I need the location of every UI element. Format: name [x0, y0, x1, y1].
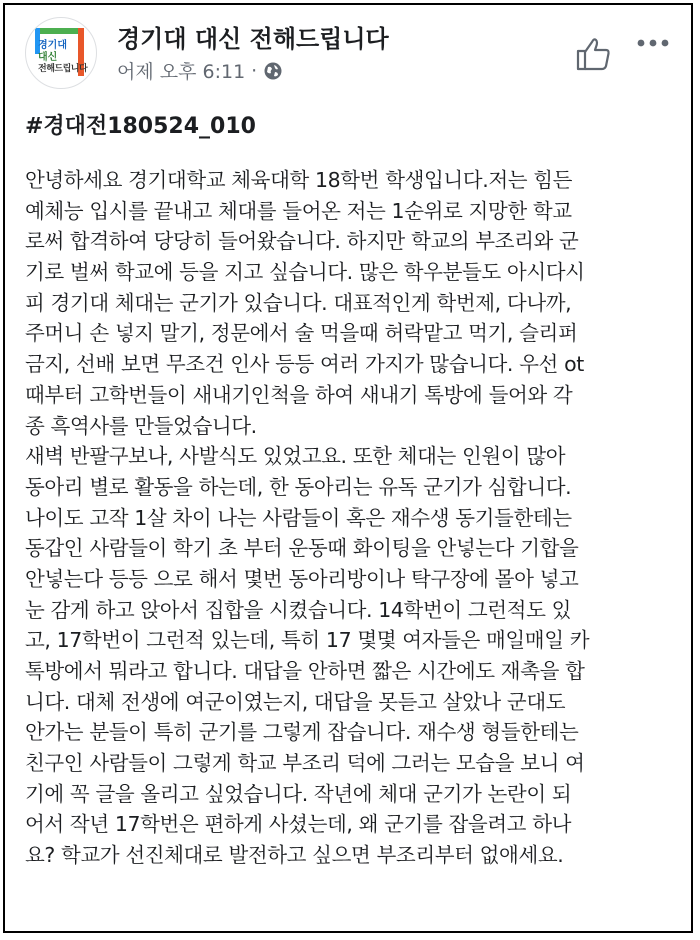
post-text-line: 친구인 사람들이 그렇게 학교 부조리 덕에 그러는 모습을 보니 여: [25, 751, 585, 776]
post-text-line: 어서 작년 17학번은 편하게 사셨는데, 왜 군기를 잡을려고 하나: [25, 812, 572, 837]
post-header: [25, 17, 677, 91]
post-text-line: 때부터 고학번들이 새내기인척을 하여 새내기 톡방에 들어와 각: [25, 382, 573, 407]
post-text-line: 니다. 대체 전생에 여군이였는지, 대답을 못듣고 살았나 군대도: [25, 689, 566, 714]
post-timestamp[interactable]: 어제 오후 6:11: [117, 61, 246, 83]
post-text-line: 톡방에서 뭐라고 합니다. 대답을 안하면 짧은 시간에도 재촉을 합: [25, 659, 585, 683]
page-avatar[interactable]: [25, 17, 97, 89]
logo-text-line-2: 대신: [38, 52, 58, 63]
logo-text-line-1: 경기대: [38, 40, 67, 51]
post-text-line: 예체능 입시를 끝내고 체대를 들어온 저는 1순위로 지망한 학교: [25, 198, 572, 223]
post-text-line: 새벽 반팔구보나, 사발식도 있었고요. 또한 체대는 인원이 많아: [25, 444, 566, 469]
logo-frame-top: [35, 28, 81, 34]
post-text-line: 금지, 선배 보면 무조건 인사 등등 여러 가지가 많습니다. 우선 ot: [25, 352, 584, 377]
post-card: [3, 3, 693, 933]
post-text-line: 동갑인 사람들이 학기 초 부터 운동때 화이팅을 안넣는다 기합을: [25, 536, 579, 561]
post-text-line: 동아리 별로 활동을 하는데, 한 동아리는 유독 군기가 심합니다.: [25, 474, 572, 499]
post-hashtag[interactable]: #경대전180524_010: [25, 114, 256, 139]
post-text-line: 나이도 고작 1살 차이 나는 사람들이 혹은 재수생 동기들한테는: [25, 505, 572, 530]
thumbs-up-icon[interactable]: [573, 33, 613, 73]
post-text-line: 주머니 손 넣지 말기, 정문에서 술 먹을때 허락맡고 먹기, 슬리퍼: [25, 321, 578, 346]
post-text-line: 기에 꼭 글을 올리고 싶었습니다. 작년에 체대 군기가 논란이 되: [25, 781, 572, 806]
post-text-line: 안가는 분들이 특히 군기를 그렇게 잡습니다. 재수생 형들한테는: [25, 720, 579, 745]
post-text-line: 로써 합격하여 당당히 들어왔습니다. 하지만 학교의 부조리와 군: [25, 229, 579, 254]
post-text-line: 안녕하세요 경기대학교 체육대학 18학번 학생입니다.저는 힘든: [25, 168, 573, 192]
post-meta: [117, 57, 283, 84]
post-text-line: 종 흑역사를 만들었습니다.: [25, 413, 257, 438]
meta-separator: ·: [251, 59, 258, 82]
more-options-icon[interactable]: [633, 29, 673, 57]
post-text-line: 고, 17학번이 그런적 있는데, 특히 17 몇몇 여자들은 매일매일 카: [25, 628, 590, 653]
post-text-line: 안넣는다 등등 으로 해서 몇번 동아리방이나 탁구장에 몰아 넣고: [25, 566, 579, 591]
logo-text-line-3: 전해드립니다: [38, 64, 88, 74]
post-text-line: 요? 학교가 선진체대로 발전하고 싶으면 부조리부터 없애세요.: [25, 843, 564, 868]
post-body: [25, 165, 685, 871]
globe-icon[interactable]: [263, 61, 283, 81]
post-text-line: 기로 벌써 학교에 등을 지고 싶습니다. 많은 학우분들도 아시다시: [25, 260, 585, 285]
post-text-line: 눈 감게 하고 앉아서 집합을 시켰습니다. 14학번이 그런적도 있: [25, 597, 572, 622]
page-name-link[interactable]: 경기대 대신 전해드립니다: [117, 25, 389, 53]
post-text-line: 피 경기대 체대는 군기가 있습니다. 대표적인게 학번제, 다나까,: [25, 290, 572, 315]
